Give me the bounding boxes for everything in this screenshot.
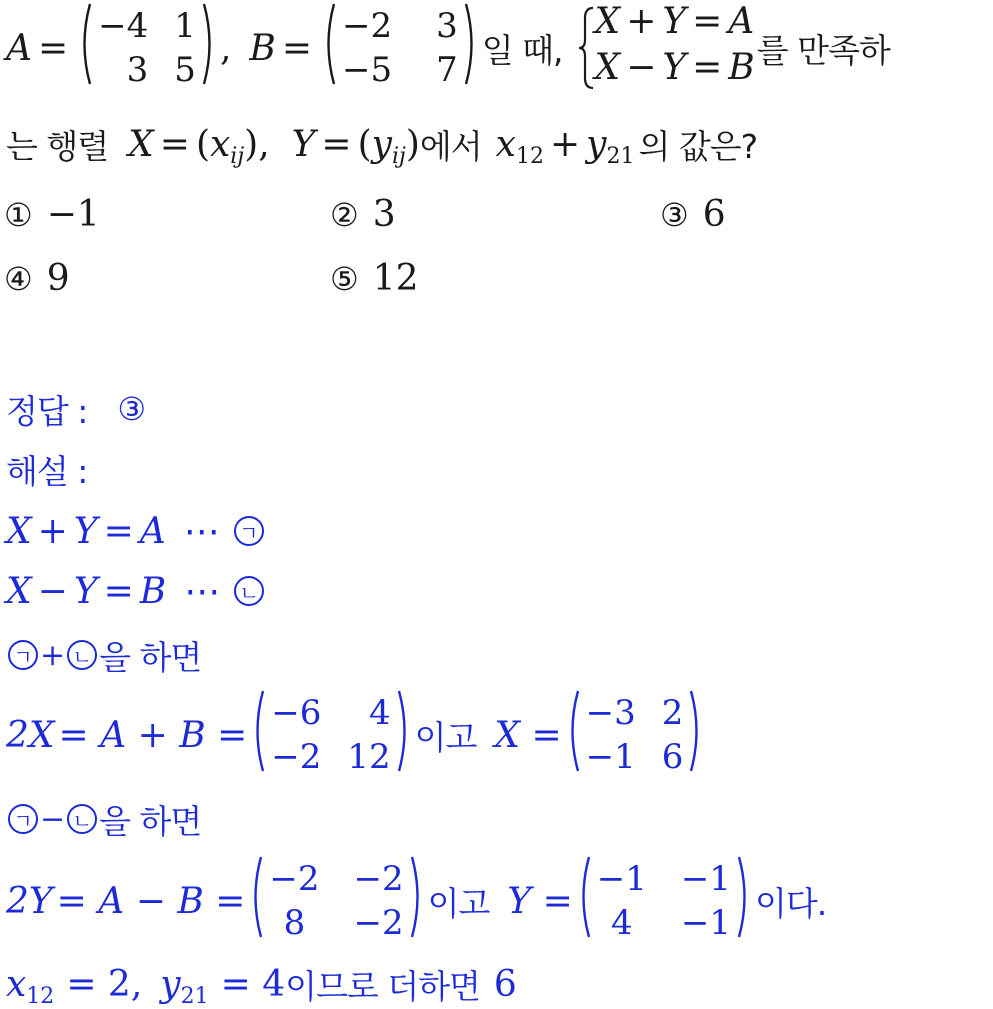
ask-text: 의 값은?	[638, 126, 758, 166]
solution-add-step: ㄱ + ㄴ 을 하면	[6, 632, 201, 678]
matrix-Y-result: −1 −1 4 −1	[577, 855, 751, 947]
answer-line	[6, 386, 160, 432]
B-12: 3	[436, 6, 458, 46]
solution-2X-line: 2X = A + B = −6 4 −2 12 이고 X = −3 2 −1 6	[6, 690, 707, 780]
equals-sign: =	[281, 27, 313, 69]
A-12: 1	[174, 6, 196, 46]
when-text: 일 때,	[481, 30, 563, 70]
A-11: −4	[98, 6, 149, 46]
mark-nieun-icon: ㄴ	[67, 804, 97, 834]
solution-final-line: x 12 = 2, y 21 = 4 이므로 더하면 6	[6, 963, 517, 1009]
solution-sub-step: ㄱ − ㄴ 을 하면	[6, 796, 201, 842]
matrix-X-result: −3 2 −1 6	[566, 689, 704, 781]
left-paren-icon	[322, 2, 336, 94]
mark-nieun-icon: ㄴ	[234, 576, 264, 606]
B-22: 7	[436, 50, 458, 90]
question-line-1	[6, 0, 890, 96]
system-row-2: X − Y = B	[594, 47, 755, 88]
satisfy-text: 를 만족하	[756, 30, 890, 70]
mark-giyeok-icon: ㄱ	[234, 516, 264, 546]
choice-3: ③ 6	[660, 194, 726, 235]
choice-4: ④ 9	[4, 258, 70, 299]
left-paren-icon	[78, 2, 92, 94]
left-brace-icon	[577, 6, 595, 90]
answer-value: ③	[117, 390, 147, 428]
B-21: −5	[342, 50, 393, 90]
solution-eq2: X − Y = B ⋯ ㄴ	[6, 566, 266, 616]
solution-2Y-line: 2Y = A − B = −2 −2 8 −2 이고 Y = −1 −1 4 −1 이다.	[6, 856, 826, 946]
mark-nieun-icon: ㄴ	[67, 640, 97, 670]
choice-5: ⑤ 12	[330, 258, 419, 299]
matrix-B-label: B	[249, 27, 276, 69]
solution-eq1: X + Y = A ⋯ ㄱ	[6, 506, 266, 556]
from-text: 에서	[419, 126, 482, 166]
system-row-1: X + Y = A	[594, 1, 755, 42]
B-11: −2	[342, 6, 393, 46]
right-paren-icon	[202, 2, 216, 94]
matrix-A	[78, 2, 216, 94]
line2-start: 는 행렬	[6, 126, 109, 166]
choice-2: ② 3	[330, 194, 396, 235]
mark-giyeok-icon: ㄱ	[8, 804, 38, 834]
A-21: 3	[126, 50, 149, 90]
matrix-2X: −6 4 −2 12	[251, 689, 410, 781]
comma: ,	[219, 27, 232, 69]
answer-label: 정답 :	[6, 391, 88, 431]
question-line-2: 는 행렬 X = ( x ij ) , Y = ( y ij ) 에서 x 12 + y 21 의 값은?	[6, 118, 757, 170]
choice-1: ① −1	[4, 194, 100, 235]
right-paren-icon	[464, 2, 478, 94]
matrix-A-label: A	[6, 27, 32, 69]
matrix-2Y: −2 −2 8 −2	[249, 855, 423, 947]
equation-system	[577, 2, 755, 94]
matrix-B	[322, 2, 478, 94]
solution-label-line	[6, 446, 87, 492]
matrix-X-var: X	[128, 123, 154, 165]
equals-sign: =	[38, 27, 69, 69]
mark-giyeok-icon: ㄱ	[8, 640, 38, 670]
A-22: 5	[174, 50, 196, 90]
solution-label: 해설 :	[6, 451, 88, 491]
matrix-Y-var: Y	[291, 123, 316, 165]
